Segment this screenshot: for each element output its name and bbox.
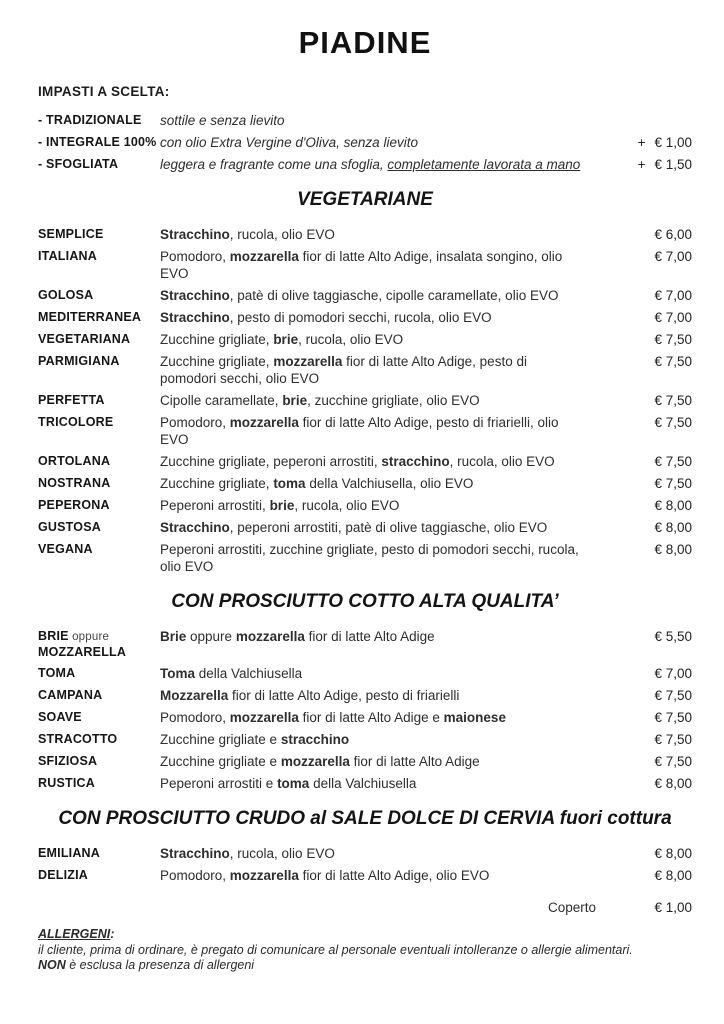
text-segment: fior di latte Alto Adige, pesto di pomodori secchi, olio EVO [160, 354, 527, 386]
item-price [596, 134, 692, 151]
price-value: € 7,00 [654, 666, 692, 681]
text-segment: NOSTRANA [38, 476, 111, 490]
text-segment: GUSTOSA [38, 520, 101, 534]
text-segment: fior di latte Alto Adige e [298, 710, 444, 725]
text-segment: Zucchine grigliate e [160, 732, 281, 747]
text-segment: Zucchine grigliate, peperoni arrostiti, [160, 454, 382, 469]
item-price [596, 287, 692, 304]
menu-item-row [38, 731, 692, 748]
price-value: € 8,00 [654, 868, 692, 883]
text-segment: , patè di olive taggiasche, cipolle caramellate, olio EVO [229, 288, 559, 303]
text-segment: Stracchino [160, 310, 230, 325]
item-price [596, 845, 692, 862]
text-segment: , zucchine grigliate, olio EVO [307, 393, 480, 408]
text-segment: CAMPANA [38, 688, 103, 702]
item-description [160, 392, 596, 409]
text-segment: oppure [68, 631, 110, 643]
item-name [38, 156, 160, 172]
allergen-line [38, 943, 692, 959]
text-segment: ALLERGENI [38, 927, 111, 941]
text-segment: leggera e fragrante come una sfoglia, [160, 157, 388, 172]
text-segment: Cipolle caramellate, [160, 393, 283, 408]
text-segment: fior di latte Alto Adige, pesto di friarielli, olio EVO [160, 415, 559, 447]
menu-sections [38, 189, 692, 884]
item-name [38, 309, 160, 325]
section-heading: VEGETARIANE [297, 189, 433, 210]
text-segment: brie [269, 498, 295, 513]
text-segment: Toma [160, 666, 196, 681]
item-price [596, 867, 692, 884]
price-value: € 7,00 [654, 288, 692, 303]
price-value: € 7,50 [654, 688, 692, 703]
item-price [596, 775, 692, 792]
menu-item-row [38, 519, 692, 536]
text-segment: Peperoni arrostiti, zucchine grigliate, pesto di pomodori secchi, rucola, olio EVO [160, 542, 579, 574]
price-value: € 5,50 [654, 629, 692, 644]
item-price [596, 628, 692, 645]
text-segment: - SFOGLIATA [38, 157, 119, 171]
menu-item-row [38, 287, 692, 304]
item-name [38, 845, 160, 861]
price-value: € 6,00 [654, 227, 692, 242]
section-heading: CON PROSCIUTTO CRUDO al SALE DOLCE DI CERVIA fuori cottura [58, 808, 672, 829]
item-price [596, 392, 692, 409]
text-segment: fior di latte Alto Adige [349, 754, 480, 769]
text-segment: toma [273, 476, 306, 491]
item-description [160, 287, 596, 304]
text-segment: , rucola, olio EVO [298, 332, 404, 347]
text-segment: fior di latte Alto Adige, insalata songino, olio EVO [160, 249, 563, 281]
text-segment: mozzarella [229, 415, 299, 430]
item-description [160, 414, 596, 448]
item-name [38, 392, 160, 408]
price-value: € 1,00 [654, 135, 692, 150]
price-value: € 7,50 [654, 415, 692, 430]
item-name [38, 453, 160, 469]
text-segment: Pomodoro, [160, 415, 230, 430]
menu-section [38, 808, 692, 884]
text-segment: fior di latte Alto Adige, pesto di friarielli [228, 688, 460, 703]
menu-item-row [38, 331, 692, 348]
item-name [38, 414, 160, 430]
item-name [38, 475, 160, 491]
text-segment: Stracchino [160, 846, 230, 861]
coperto-label: Coperto [547, 900, 596, 915]
text-segment: DELIZIA [38, 868, 89, 882]
impasti-section [38, 84, 692, 173]
text-segment: brie [282, 393, 308, 408]
item-name [38, 709, 160, 725]
allergen-line [38, 927, 692, 943]
item-name [38, 665, 160, 681]
menu-item-row [38, 248, 692, 282]
item-name [38, 753, 160, 769]
text-segment: Pomodoro, [160, 868, 230, 883]
item-description [160, 541, 596, 575]
item-description [160, 497, 596, 514]
item-price [596, 687, 692, 704]
menu-item-row [38, 665, 692, 682]
text-segment: EMILIANA [38, 846, 101, 860]
item-price [596, 519, 692, 536]
item-name [38, 353, 160, 369]
price-value: € 7,00 [654, 310, 692, 325]
item-price [596, 497, 692, 514]
item-description [160, 309, 596, 326]
menu-item-row [38, 775, 692, 792]
menu-item-row [38, 475, 692, 492]
item-price [596, 453, 692, 470]
item-price [596, 665, 692, 682]
text-segment: della Valchiusella [309, 776, 417, 791]
text-segment: maionese [443, 710, 506, 725]
price-value: € 7,50 [654, 454, 692, 469]
item-name [38, 112, 160, 128]
text-segment: , rucola, olio EVO [229, 227, 335, 242]
text-segment: , rucola, olio EVO [294, 498, 400, 513]
text-segment: , pesto di pomodori secchi, rucola, olio EVO [229, 310, 492, 325]
text-segment: , rucola, olio EVO [229, 846, 335, 861]
text-segment: Pomodoro, [160, 249, 230, 264]
menu-item-row [38, 156, 692, 173]
text-segment: TRICOLORE [38, 415, 114, 429]
item-price [596, 475, 692, 492]
page-title: PIADINE [298, 25, 432, 60]
price-value: € 8,00 [654, 520, 692, 535]
text-segment: ITALIANA [38, 249, 97, 263]
text-segment: mozzarella [229, 868, 299, 883]
text-segment: stracchino [280, 732, 350, 747]
price-plus: + [637, 157, 646, 172]
text-segment: Brie [160, 629, 187, 644]
menu-item-row [38, 453, 692, 470]
text-segment: mozzarella [229, 710, 299, 725]
text-segment: della Valchiusella [195, 666, 303, 681]
menu-section [38, 189, 692, 575]
menu-item-row [38, 541, 692, 575]
item-description [160, 731, 596, 748]
text-segment: VEGANA [38, 542, 93, 556]
item-name [38, 867, 160, 883]
item-description [160, 156, 596, 173]
price-value: € 7,50 [654, 754, 692, 769]
text-segment: completamente lavorata a mano [387, 157, 581, 172]
item-name [38, 687, 160, 703]
text-segment: MEDITERRANEA [38, 310, 142, 324]
text-segment: toma [277, 776, 310, 791]
text-segment: PARMIGIANA [38, 354, 120, 368]
menu-item-row [38, 134, 692, 151]
menu-item-row [38, 497, 692, 514]
price-value: € 7,50 [654, 332, 692, 347]
text-segment: BRIE [38, 629, 69, 643]
text-segment: SOAVE [38, 710, 82, 724]
item-description [160, 226, 596, 243]
item-name [38, 226, 160, 242]
text-segment: RUSTICA [38, 776, 95, 790]
item-description [160, 519, 596, 536]
price-value: € 8,00 [654, 776, 692, 791]
text-segment: NON [38, 958, 66, 972]
text-segment: Peperoni arrostiti e [160, 776, 278, 791]
text-segment: Zucchine grigliate e [160, 754, 281, 769]
text-segment: Stracchino [160, 520, 230, 535]
text-segment: GOLOSA [38, 288, 94, 302]
item-price [596, 156, 692, 173]
item-description [160, 845, 596, 862]
item-description [160, 475, 596, 492]
item-description [160, 134, 596, 151]
text-segment: STRACOTTO [38, 732, 118, 746]
text-segment: , peperoni arrostiti, patè di olive taggiasche, olio EVO [229, 520, 548, 535]
text-segment: con olio Extra Vergine d'Oliva, senza lievito [160, 135, 418, 150]
text-segment: mozzarella [229, 249, 299, 264]
price-value: € 7,00 [654, 249, 692, 264]
text-segment: TOMA [38, 666, 76, 680]
item-price [596, 309, 692, 326]
item-description [160, 753, 596, 770]
text-segment: Zucchine grigliate, [160, 354, 274, 369]
item-description [160, 665, 596, 682]
price-value: € 7,50 [654, 732, 692, 747]
menu-item-row [38, 753, 692, 770]
text-segment: MOZZARELLA [38, 645, 127, 659]
text-segment: oppure [186, 629, 236, 644]
text-segment: : [110, 927, 115, 941]
item-price [596, 731, 692, 748]
item-name [38, 519, 160, 535]
item-description [160, 867, 596, 884]
price-value: € 7,50 [654, 393, 692, 408]
item-price [596, 353, 692, 370]
menu-item-row [38, 414, 692, 448]
text-segment: Stracchino [160, 227, 230, 242]
menu-item-row [38, 709, 692, 726]
menu-item-row [38, 226, 692, 243]
item-price [596, 414, 692, 431]
text-segment: PERFETTA [38, 393, 105, 407]
item-description [160, 331, 596, 348]
price-value: € 8,00 [654, 542, 692, 557]
menu-item-row [38, 353, 692, 387]
price-value: € 8,00 [654, 846, 692, 861]
text-segment: della Valchiusella, olio EVO [305, 476, 474, 491]
allergen-note [38, 927, 692, 974]
text-segment: brie [273, 332, 299, 347]
text-segment: Peperoni arrostiti, [160, 498, 270, 513]
text-segment: fior di latte Alto Adige [304, 629, 435, 644]
menu-item-row [38, 392, 692, 409]
item-name [38, 775, 160, 791]
price-value: € 7,50 [654, 476, 692, 491]
item-name [38, 497, 160, 513]
price-value: € 7,50 [654, 354, 692, 369]
price-value: € 8,00 [654, 498, 692, 513]
menu-item-row [38, 867, 692, 884]
menu-item-row [38, 628, 692, 660]
text-segment: Zucchine grigliate, [160, 476, 274, 491]
text-segment: Mozzarella [160, 688, 229, 703]
text-segment: mozzarella [280, 754, 350, 769]
impasti-heading: IMPASTI A SCELTA: [38, 84, 170, 99]
item-price [596, 331, 692, 348]
price-plus: + [637, 135, 646, 150]
menu-item-row [38, 687, 692, 704]
text-segment: SFIZIOSA [38, 754, 98, 768]
item-name [38, 541, 160, 557]
item-description [160, 628, 596, 645]
allergen-line [38, 958, 692, 974]
text-segment: Zucchine grigliate, [160, 332, 274, 347]
item-name [38, 731, 160, 747]
item-name [38, 248, 160, 264]
menu-section [38, 591, 692, 792]
item-name [38, 628, 160, 660]
text-segment: il cliente, prima di ordinare, è pregato di comunicare al personale eventuali intolleranze o allergie alimentari. [38, 942, 633, 957]
item-price [596, 226, 692, 243]
item-name [38, 287, 160, 303]
price-value: € 7,50 [654, 710, 692, 725]
item-price [596, 248, 692, 265]
coperto-row [38, 900, 692, 915]
text-segment: - INTEGRALE 100% [38, 135, 157, 149]
text-segment: mozzarella [273, 354, 343, 369]
text-segment: stracchino [381, 454, 450, 469]
item-name [38, 331, 160, 347]
section-heading: CON PROSCIUTTO COTTO ALTA QUALITA’ [171, 591, 559, 612]
item-description [160, 687, 596, 704]
item-price [596, 709, 692, 726]
impasti-rows [38, 112, 692, 173]
price-value: € 1,50 [654, 157, 692, 172]
text-segment: mozzarella [235, 629, 305, 644]
item-description [160, 112, 596, 129]
text-segment: , rucola, olio EVO [449, 454, 555, 469]
text-segment: Stracchino [160, 288, 230, 303]
item-description [160, 248, 596, 282]
text-segment: sottile e senza lievito [160, 113, 285, 128]
item-price [596, 541, 692, 558]
text-segment: PEPERONA [38, 498, 110, 512]
item-description [160, 775, 596, 792]
text-segment: Pomodoro, [160, 710, 230, 725]
item-price [596, 753, 692, 770]
text-segment: SEMPLICE [38, 227, 104, 241]
text-segment: fior di latte Alto Adige, olio EVO [298, 868, 490, 883]
menu-item-row [38, 112, 692, 129]
item-description [160, 453, 596, 470]
item-name [38, 134, 160, 150]
item-description [160, 353, 596, 387]
text-segment: - TRADIZIONALE [38, 113, 142, 127]
menu-item-row [38, 309, 692, 326]
text-segment: è esclusa la presenza di allergeni [65, 958, 255, 972]
item-description [160, 709, 596, 726]
text-segment: VEGETARIANA [38, 332, 131, 346]
coperto-price: € 1,00 [654, 900, 692, 915]
text-segment: ORTOLANA [38, 454, 111, 468]
menu-item-row [38, 845, 692, 862]
